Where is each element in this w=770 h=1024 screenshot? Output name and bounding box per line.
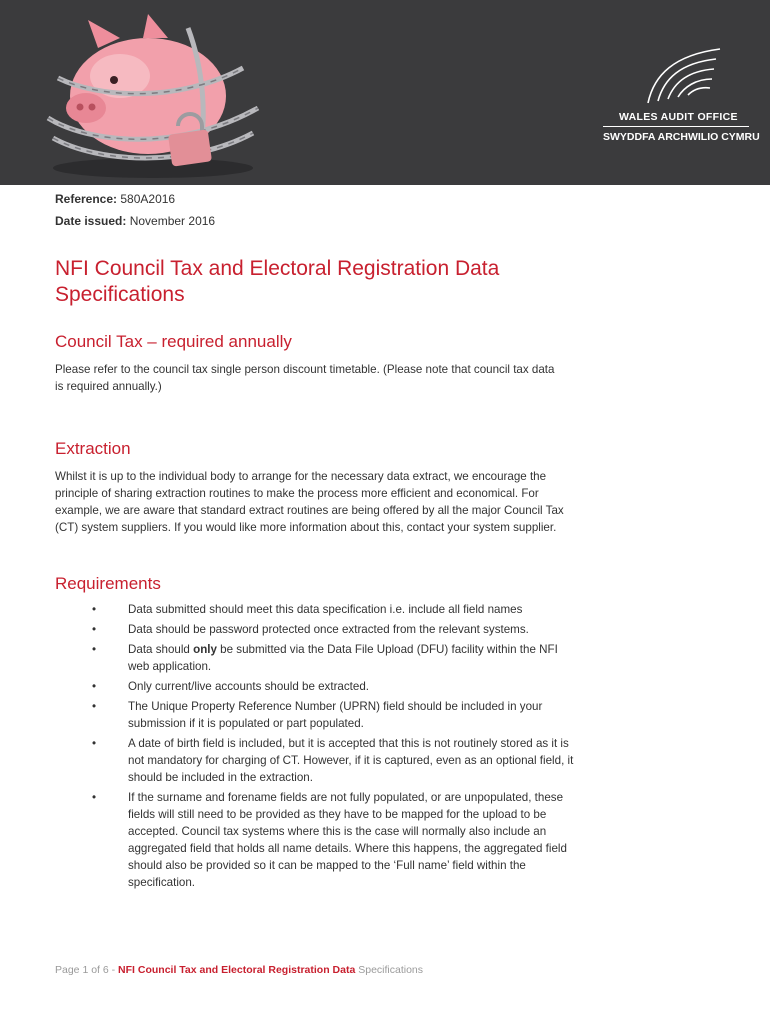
bullet: • <box>92 623 97 636</box>
requirement-text: Data submitted should meet this data specification i.e. include all field names <box>128 603 523 616</box>
document-title: NFI Council Tax and Electoral Registration Data Specifications <box>55 257 500 306</box>
requirements-heading: Requirements <box>55 574 161 593</box>
extraction-heading: Extraction <box>55 439 131 458</box>
footer-suffix: Specifications <box>355 964 424 976</box>
bullet: • <box>92 680 97 693</box>
page-footer <box>55 964 423 976</box>
requirement-text-pre: Data should <box>128 643 194 656</box>
logo-text-welsh: SWYDDFA ARCHWILIO CYMRU <box>603 131 760 143</box>
requirement-text: If the surname and forename fields are not fully populated, or are unpopulated, these fields will still need to be provided as they have to be mapped for the upload to be accepted. Council tax systems where this is the case will normally also include an aggregated field that holds all name details. Where this happens, the aggregated field should also be provided so it can be mapped to the ‘Full name’ field within the specification. <box>128 791 567 889</box>
bullet: • <box>92 791 97 804</box>
requirements-list <box>55 601 575 894</box>
footer-doc-title: NFI Council Tax and Electoral Registration Data <box>118 964 356 976</box>
requirement-text: A date of birth field is included, but it is accepted that this is not routinely stored as it is not mandatory for charging of CT. However, if it is captured, even as an optional field, it should be included in the extraction. <box>128 737 574 784</box>
date-issued-label: Date issued: <box>55 214 127 228</box>
bullet: • <box>92 603 97 616</box>
requirement-text: The Unique Property Reference Number (UPRN) field should be included in your submission if it is populated or part populated. <box>128 700 543 730</box>
requirement-item <box>55 601 575 618</box>
requirement-emphasis: only <box>193 643 217 656</box>
reference-label: Reference: <box>55 192 118 206</box>
logo-divider <box>603 126 749 127</box>
dragon-wing-icon <box>644 45 724 105</box>
extraction-paragraph: Whilst it is up to the individual body to arrange for the necessary data extract, we encourage the principle of sharing extraction routines to make the process more efficient and economical. For example, we are aware that standard extract routines are being offered by all the major Council Tax (CT) system suppliers. If you would like more information about this, contact your system supplier. <box>55 470 564 534</box>
reference-value: 580A2016 <box>120 192 176 206</box>
logo-text-english: WALES AUDIT OFFICE <box>619 111 738 123</box>
requirement-item <box>55 698 575 732</box>
council-tax-paragraph: Please refer to the council tax single person discount timetable. (Please note that council tax data is required annually.) <box>55 363 555 393</box>
wales-audit-office-logo <box>600 45 760 155</box>
piggy-bank-chain-image <box>28 8 278 183</box>
requirement-text: Only current/live accounts should be extracted. <box>128 680 370 693</box>
requirement-item <box>55 641 575 675</box>
bullet: • <box>92 700 97 713</box>
requirement-item <box>55 789 575 891</box>
header-banner <box>0 0 770 185</box>
date-issued-value: November 2016 <box>129 214 216 228</box>
requirement-item <box>55 735 575 786</box>
date-issued-line <box>55 214 215 228</box>
footer-page-number: Page 1 of 6 - <box>55 964 119 976</box>
bullet: • <box>92 737 97 750</box>
requirement-text: Data should be password protected once extracted from the relevant systems. <box>128 623 529 636</box>
requirement-text-post: be submitted via the Data File Upload (DFU) facility within the NFI web application. <box>128 643 558 673</box>
council-tax-heading: Council Tax – required annually <box>55 332 292 351</box>
bullet: • <box>92 643 97 656</box>
requirement-item <box>55 678 575 695</box>
requirement-item <box>55 621 575 638</box>
reference-line <box>55 192 175 206</box>
